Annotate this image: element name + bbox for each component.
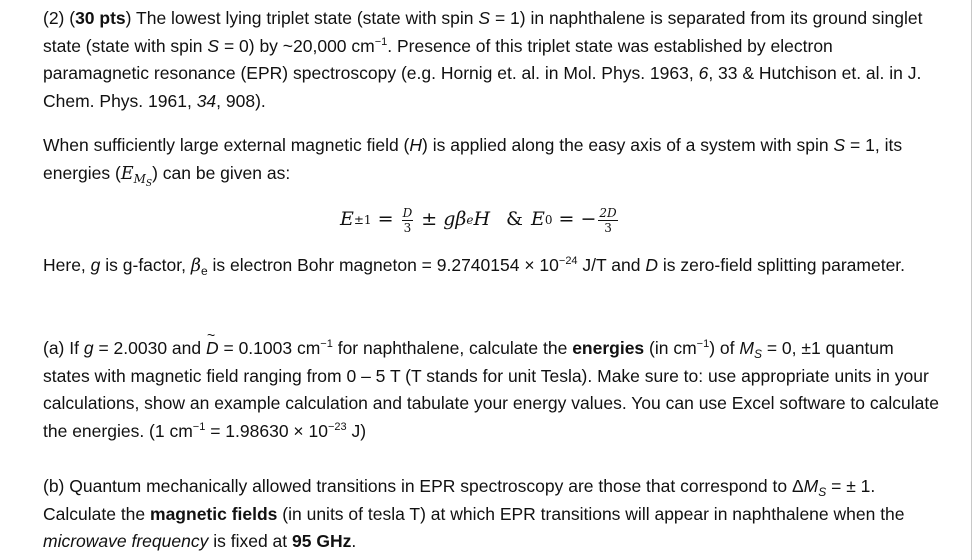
question-2-paragraph [43, 5, 943, 115]
text-run: J) [346, 420, 367, 441]
part-a-paragraph [43, 335, 943, 445]
fraction-denominator: 3 [604, 220, 612, 235]
volume-number: 34 [196, 90, 217, 111]
text-run: J/T and [577, 255, 646, 275]
emphasis-microwave-frequency: microwave frequency [43, 531, 209, 551]
superscript: −1 [192, 420, 206, 433]
equation-operator: = − [552, 208, 597, 231]
text-run: = 0.1003 cm [218, 338, 321, 358]
energy-symbol: E [120, 163, 134, 184]
superscript: −1 [374, 35, 388, 48]
text-run: is g-factor, [100, 255, 191, 275]
text-run: (b) Quantum mechanically allowed transitions in EPR spectroscopy are those that correspond to Δ [43, 476, 804, 496]
text-run: Here, [43, 255, 91, 275]
energy-equation: E ±1 = $\frac{D}{3}$ ± gβ e H & E 0 = − $\frac{2D}{3}$ [340, 205, 617, 235]
fraction-2d-over-3 [598, 206, 617, 235]
text-run: , 33 & Hutchison et. al. in J. Chem. Phys. 1961, [43, 63, 922, 111]
superscript: −23 [327, 420, 347, 433]
g-symbol: g [83, 338, 94, 358]
equation-symbol: E [340, 208, 354, 231]
ms-symbol: M [803, 476, 819, 496]
text-run: . Presence of this triplet state was established by electron paramagnetic resonance (EPR) spectroscopy (e.g. Hornig et. al. in Mol. Phys. 1963, [43, 35, 833, 83]
fraction-numerator: 2D [599, 205, 617, 220]
superscript: −1 [320, 338, 333, 350]
text-run: = 0, ±1 quantum states with magnetic field ranging from 0 – 5 T (T stands for unit Tesla). Make sure to: use appropriate units in your calculations, show an example calculation and tabulate your energy values. You can use Excel software to calculate the energies. (1 cm [43, 338, 939, 441]
definitions-paragraph [43, 252, 943, 281]
text-run: ) of [709, 338, 740, 358]
beta-symbol: β [190, 256, 201, 276]
text-run: is zero-field splitting parameter. [657, 255, 906, 275]
points-label: 30 pts [75, 8, 126, 28]
text-run: . [351, 531, 357, 551]
spin-symbol: S [478, 8, 491, 28]
equation-symbol: E [530, 208, 545, 231]
text-run: The lowest lying triplet state (state with spin [131, 8, 479, 28]
equation-ampersand: & [506, 208, 523, 231]
subscript: e [200, 264, 208, 278]
spin-symbol: S [833, 135, 846, 155]
energy-intro-paragraph [43, 132, 943, 188]
part-b-paragraph [43, 473, 943, 556]
superscript: −1 [696, 338, 710, 350]
text-run: = 1) in naphthalene is separated from its ground singlet state (state with spin [43, 8, 923, 56]
superscript: −24 [558, 255, 578, 267]
g-symbol: g [90, 255, 101, 275]
emphasis-energies: energies [572, 338, 645, 358]
emphasis-frequency-value: 95 GHz [292, 531, 352, 551]
fraction-denominator: 3 [403, 220, 412, 235]
text-run: ) is applied along the easy axis of a system with spin [422, 135, 834, 155]
fraction-numerator: D [402, 205, 413, 220]
text-run: ) can be given as: [152, 162, 291, 183]
text-run: = ± 1. Calculate the [43, 476, 876, 524]
text-run: , 908). [216, 90, 266, 111]
spin-symbol: S [207, 35, 220, 56]
fraction-d-over-3 [402, 206, 414, 235]
text-run: (a) If [43, 338, 84, 358]
subscript: S [818, 485, 827, 499]
volume-number: 6 [698, 63, 709, 83]
text-run: = 1, its energies ( [43, 135, 903, 183]
d-symbol: D [645, 255, 658, 275]
subscript: S [753, 347, 762, 361]
subscript: MS [133, 171, 153, 189]
equation-symbol: H [473, 208, 491, 231]
text-run: When sufficiently large external magnetic field ( [43, 135, 410, 155]
text-run: = 1.98630 × 10 [205, 420, 328, 441]
text-run: is electron Bohr magneton = 9.2740154 × 10 [207, 255, 559, 275]
ms-symbol: M [739, 338, 754, 358]
text-run: (in cm [644, 338, 697, 358]
text-run: = 0) by ~20,000 cm [219, 35, 375, 56]
question-label-close: ) [125, 8, 132, 28]
text-run: = 2.0030 and [93, 338, 206, 358]
text-run: for naphthalene, calculate the [332, 338, 573, 358]
equation-term: ± gβ [415, 208, 467, 231]
question-label: (2) ( [43, 8, 76, 28]
equation-operator: = [371, 208, 400, 231]
field-symbol: H [409, 135, 423, 155]
text-run: is fixed at [208, 531, 293, 551]
text-run: (in units of tesla T) at which EPR transitions will appear in naphthalene when the [277, 503, 905, 524]
d-tilde-symbol: ~ D [206, 335, 219, 363]
emphasis-magnetic-fields: magnetic fields [150, 503, 278, 524]
